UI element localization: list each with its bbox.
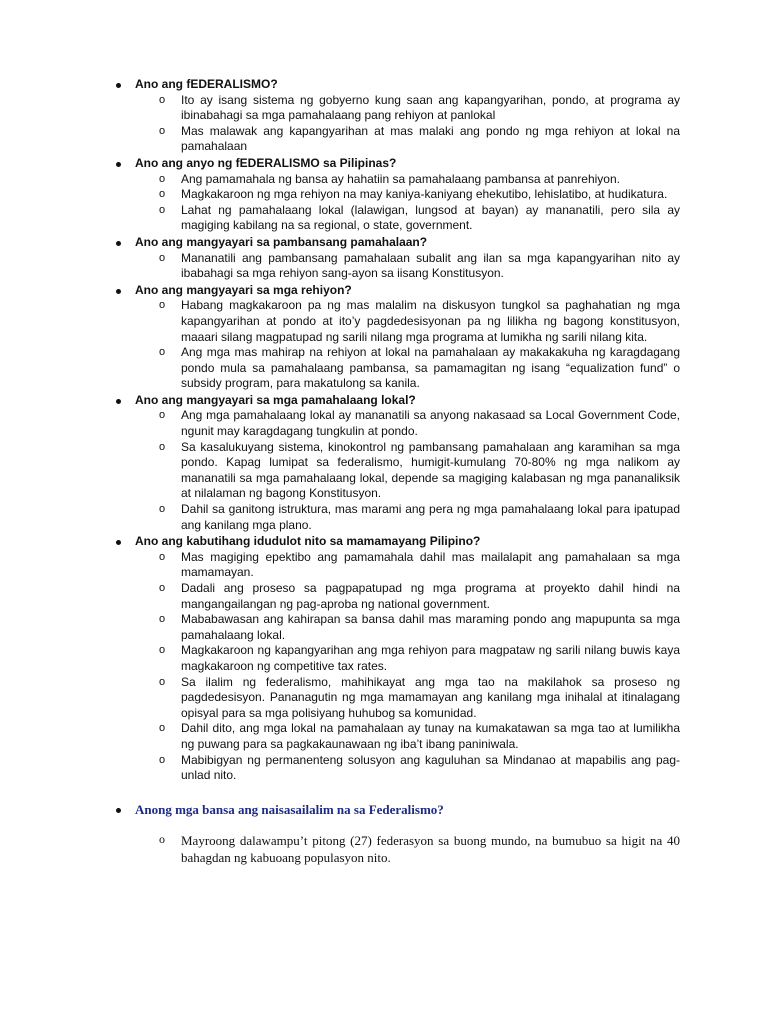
- answer-item: [110, 550, 680, 581]
- answer-item: [110, 832, 680, 866]
- bullet-icon: [116, 540, 121, 545]
- circle-bullet-icon: o: [159, 644, 166, 657]
- question-item: [110, 534, 680, 550]
- answer-text: Magkakaroon ng kapangyarihan ang mga rehiyon para magpataw ng sarili nilang buwis kaya magkakaroon ng competitive tax rates.: [181, 643, 680, 673]
- document-content: [110, 76, 680, 866]
- question-item: [110, 802, 680, 818]
- question-item: [110, 283, 680, 299]
- answer-item: [110, 203, 680, 234]
- circle-bullet-icon: o: [159, 124, 166, 137]
- bullet-icon: [116, 162, 121, 167]
- question-text: Ano ang mangyayari sa mga pamahalaang lokal?: [135, 392, 416, 407]
- answer-text: Mababawasan ang kahirapan sa bansa dahil mas maraming pondo ang mapupunta sa mga pamahalaang lokal.: [181, 612, 680, 642]
- circle-bullet-icon: o: [159, 550, 166, 563]
- circle-bullet-icon: o: [159, 409, 166, 422]
- question-text: Ano ang mangyayari sa pambansang pamahalaan?: [135, 234, 428, 249]
- answer-text: Ang mga pamahalaang lokal ay mananatili sa anyong nakasaad sa Local Government Code, ngunit may karagdagang tungkulin at pondo.: [181, 408, 680, 439]
- question-text: Ano ang anyo ng fEDERALISMO sa Pilipinas?: [135, 155, 397, 170]
- question-text: Anong mga bansa ang naisasailalim na sa Federalismo?: [135, 801, 444, 817]
- question-item: [110, 235, 680, 251]
- circle-bullet-icon: o: [159, 503, 166, 516]
- circle-bullet-icon: o: [159, 582, 166, 594]
- answer-item: [110, 93, 680, 124]
- circle-bullet-icon: o: [159, 203, 166, 216]
- circle-bullet-icon: o: [159, 251, 166, 264]
- circle-bullet-icon: o: [159, 613, 166, 626]
- circle-bullet-icon: o: [159, 346, 166, 359]
- answer-item: [110, 408, 680, 439]
- answer-item: [110, 440, 680, 502]
- question-item: [110, 156, 680, 172]
- question-text: Ano ang mangyayari sa mga rehiyon?: [135, 282, 352, 297]
- answer-item: [110, 643, 680, 674]
- answer-text: Magkakaroon ng mga rehiyon na may kaniya-kaniyang ehekutibo, lehislatibo, at hudikatura.: [181, 187, 668, 202]
- answer-item: [110, 753, 680, 784]
- answer-text: Ang mga mas mahirap na rehiyon at lokal na pamahalaan ay makakakuha ng karagdagang pondo mula sa pamahalaang pambansa, sa pamamagitan ng isang “equalization fund” o subsidy program, para makatulong sa kanila.: [181, 345, 680, 391]
- answer-item: [110, 345, 680, 392]
- answer-text: Dahil sa ganitong istruktura, mas marami ang pera ng mga pamahalaang lokal para ipatupad ang kanilang mga plano.: [181, 502, 680, 532]
- answer-text: Mas malawak ang kapangyarihan at mas malaki ang pondo ng mga rehiyon at lokal na pamahalaan: [181, 123, 680, 154]
- question-item: [110, 393, 680, 409]
- circle-bullet-icon: o: [159, 172, 166, 185]
- circle-bullet-icon: o: [159, 440, 166, 453]
- circle-bullet-icon: o: [159, 722, 166, 735]
- question-item: [110, 77, 680, 93]
- answer-text: Dadali ang proseso sa pagpapatupad ng mga programa at proyekto dahil hindi na mangangailangan ng pag-aproba ng national government.: [181, 581, 680, 611]
- qa-section: [110, 283, 680, 392]
- qa-section: [110, 156, 680, 234]
- answer-text: Lahat ng pamahalaang lokal (lalawigan, lungsod at bayan) ay mananatili, pero sila ay magiging kabilang na sa regional, o state, government.: [181, 202, 680, 233]
- qa-section: [110, 77, 680, 155]
- answer-item: [110, 124, 680, 155]
- bullet-icon: [116, 241, 121, 246]
- answer-item: [110, 172, 680, 188]
- answer-item: [110, 502, 680, 533]
- answer-text: Mabibigyan ng permanenteng solusyon ang kaguluhan sa Mindanao at mapabilis ang pag-unlad nito.: [181, 752, 680, 783]
- circle-bullet-icon: o: [159, 832, 165, 847]
- bullet-icon: [116, 289, 121, 294]
- answer-text: Mananatili ang pambansang pamahalaan subalit ang ilan sa mga kapangyarihan nito ay ibabahagi sa mga rehiyon sang-ayon sa iisang Konstitusyon.: [181, 250, 680, 281]
- final-qa-section: [110, 802, 680, 867]
- answer-text: Dahil dito, ang mga lokal na pamahalaan ay tunay na kumakatawan sa mga tao at lumilikha ng puwang para sa pagkakaunawaan ng iba’t ibang paniniwala.: [181, 721, 680, 751]
- circle-bullet-icon: o: [159, 753, 166, 766]
- circle-bullet-icon: o: [159, 675, 166, 688]
- question-text: Ano ang kabutihang idudulot nito sa mamamayang Pilipino?: [135, 534, 481, 549]
- answer-text: Mas magiging epektibo ang pamamahala dahil mas mailalapit ang pamahalaan sa mga mamamayan.: [181, 549, 680, 580]
- answer-item: [110, 721, 680, 752]
- answer-item: [110, 187, 680, 203]
- qa-list: [110, 77, 680, 784]
- circle-bullet-icon: o: [159, 188, 166, 201]
- answer-item: [110, 612, 680, 643]
- bullet-icon: [116, 399, 121, 404]
- bullet-icon: [116, 808, 121, 813]
- circle-bullet-icon: o: [159, 93, 166, 106]
- answer-item: [110, 251, 680, 282]
- answer-text: Habang magkakaroon pa ng mas malalim na diskusyon tungkol sa paghahatian ng mga kapangyarihan at pondo at ito’y pagdedesisyonan pa ng lilikha ng bagong konstitusyon, maaari silang magpatupad ng sarili nilang mga programa at lumikha ng sarili nilang kita.: [181, 298, 680, 344]
- answer-item: [110, 675, 680, 722]
- question-text: Ano ang fEDERALISMO?: [135, 77, 278, 91]
- answer-text: Mayroong dalawampu’t pitong (27) federasyon sa buong mundo, na bumubuo sa higit na 40 bahagdan ng kabuoang populasyon nito.: [181, 833, 680, 866]
- qa-section: [110, 235, 680, 282]
- answer-text: Sa kasalukuyang sistema, kinokontrol ng pambansang pamahalaan ang karamihan sa mga pondo. Kapag lumipat sa federalismo, humigit-kumulang 70-80% ng mga nalikom ay mananatili sa mga pamahalaang lokal, depende sa magiging kalabasan ng mga pananaliksik at nilalaman ng bagong Konstitusyon.: [181, 439, 680, 501]
- bullet-icon: [116, 83, 121, 88]
- answer-item: [110, 581, 680, 612]
- answer-item: [110, 298, 680, 345]
- qa-section: [110, 534, 680, 784]
- circle-bullet-icon: o: [159, 299, 166, 312]
- answer-text: Sa ilalim ng federalismo, mahihikayat ang mga tao na makilahok sa proseso ng pagdedesisyon. Pananagutin ng mga mamamayan ang kanilang mga inihalal at itinalagang opisyal para sa mga polisiyang huhubog sa komunidad.: [181, 674, 680, 720]
- answer-text: Ito ay isang sistema ng gobyerno kung saan ang kapangyarihan, pondo, at programa ay ibinabahagi sa mga pamahalaang pang rehiyon at panlokal: [181, 92, 680, 123]
- qa-section: [110, 393, 680, 533]
- answer-text: Ang pamamahala ng bansa ay hahatiin sa pamahalaang pambansa at panrehiyon.: [181, 171, 620, 186]
